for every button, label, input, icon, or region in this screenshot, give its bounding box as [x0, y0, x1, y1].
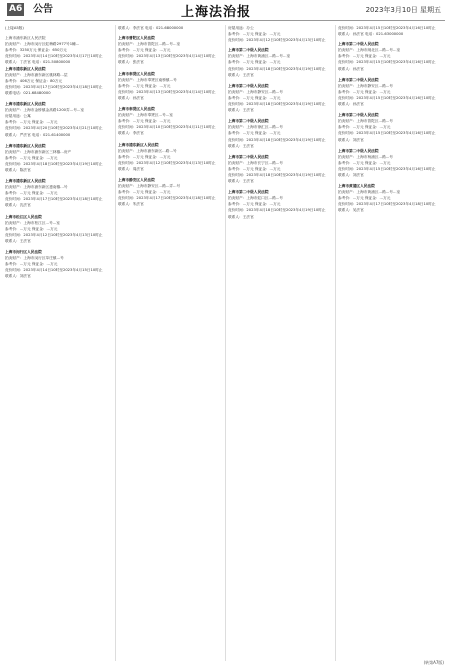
column-3: [228, 25, 328, 661]
notice-line: 联系人：王法官: [228, 72, 254, 77]
notice-line: 联系人：王法官: [228, 179, 254, 184]
notice-court-name: 上海市奉贤区人民法院: [118, 107, 155, 112]
notice-line: 联系人：吴法官: [338, 208, 364, 213]
court-notice: [118, 71, 218, 101]
column-lead-text: 上海市浦东新区人民法院 拍卖财产：上海市闵行区虹梅路2977号1幢... 参考价：3250万元 保证金：650万元 竞价时间：2023年4月14日10时至2023年4月17日10时止 联系人：丁法官 电话：021-50800000: [5, 36, 103, 65]
notice-line: 拍卖财产：上海市长宁区...路...号: [228, 160, 283, 165]
notice-line: 拍卖财产：上海市杨浦区...路...号: [338, 154, 393, 159]
notice-line: 参考价：...万元 保证金：...万元: [338, 125, 391, 130]
notice-line: 联系人：陈法官: [5, 167, 31, 172]
court-notice: [228, 154, 328, 184]
notice-court-name: 上海市第二中级人民法院: [228, 119, 269, 124]
notice-court-name: 上海市浦东新区人民法院: [5, 102, 46, 107]
page-number-badge: A6: [9, 4, 23, 14]
notice-line: 竞价时间：2023年4月15日10时至2023年4月16日10时止: [338, 131, 436, 136]
notice-line: 联系人：李法官: [118, 131, 144, 136]
notice-line: 竞价时间：2023年4月18日10时至2023年4月19日10时止: [228, 66, 326, 71]
notice-line: 联系人：张法官: [118, 60, 144, 65]
notice-line: 拍卖财产：上海市奉贤区南桥镇...号: [118, 77, 177, 82]
issue-date: 2023年3月10日 星期五: [365, 6, 441, 14]
continued-footer: (转第A7版): [423, 660, 444, 665]
notice-line: 拍卖财产：上海市普陀区...路...号: [338, 119, 393, 124]
court-notice: [228, 189, 328, 219]
notice-line: 参考价：...万元 保证金：...万元: [5, 120, 58, 125]
notice-line: 参考价：...万元 保证金：...万元: [118, 190, 171, 195]
notice-court-name: 上海市浦东新区人民法院: [5, 179, 46, 184]
notice-line: 竞价时间：2023年4月17日10时至2023年4月18日10时止: [5, 84, 103, 89]
notice-line: 参考价：...万元 保证金：...万元: [5, 191, 58, 196]
column-divider: [335, 25, 336, 661]
court-notice: [338, 183, 438, 213]
notice-line: 拍卖财产：上海市浦东新区惠南镇...号: [5, 185, 68, 190]
notice-line: 竞价时间：2023年4月15日10时至2023年4月16日10时止: [338, 60, 436, 65]
notice-line: 拍卖财产：上海市闸北区...路...号...室: [338, 48, 401, 53]
section-title: 公告: [33, 4, 53, 15]
notice-columns: [5, 25, 445, 661]
notice-court-name: 上海市静安区人民法院: [118, 177, 155, 182]
column-lead-text: 竞价时间：2023年4月15日10时至2023年4月16日10时止 联系人：孙法官 电话：021-63000000: [338, 26, 436, 37]
column-divider: [115, 25, 116, 661]
notice-line: 竞价时间：2023年4月12日10时至2023年4月13日10时止: [118, 160, 216, 165]
notice-line: 竞价时间：2023年4月18日10时至2023年4月19日10时止: [228, 172, 326, 177]
notice-line: 拍卖财产：上海市虹口区...路...号: [228, 196, 283, 201]
notice-line: 竞价时间：2023年4月15日10时至2023年4月16日10时止: [338, 166, 436, 171]
notice-line: 参考价：...万元 保证金：...万元: [5, 155, 58, 160]
notice-line: 联系人：孙法官: [338, 102, 364, 107]
court-notice: [118, 177, 218, 207]
continued-note: (上接A5版): [5, 26, 24, 30]
notice-line: 竞价时间：2023年4月20日10时至2023年4月21日10时止: [5, 126, 103, 131]
notice-court-name: 上海市奉贤区人民法院: [118, 71, 155, 76]
court-notice: [228, 47, 328, 77]
notice-line: 拍卖财产：上海市松江区...号...室: [5, 220, 60, 225]
notice-line: 拍卖财产：上海市浦东新区...路...号: [118, 148, 177, 153]
notice-line: 竞价时间：2023年4月13日10时至2023年4月14日10时止: [118, 54, 216, 59]
court-notice: [118, 35, 218, 65]
notice-court-name: 上海市闵行区人民法院: [5, 250, 42, 254]
notice-line: 拍卖财产：上海市金桥镇金高路1200弄...号...室: [5, 108, 85, 113]
notice-line: 参考价：...万元 保证金：...万元: [228, 95, 281, 100]
notice-line: 参考价：...万元 保证金：...万元: [338, 54, 391, 59]
notice-line: 参考价：...万元 保证金：...万元: [5, 226, 58, 231]
notice-court-name: 上海市第二中级人民法院: [338, 77, 379, 82]
notice-line: 竞价时间：2023年4月18日10时至2023年4月19日10时止: [228, 208, 326, 213]
notice-line: 联系人：刘法官: [5, 274, 31, 279]
notice-line: 竞价时间：2023年4月14日10时至2023年4月15日10时止: [5, 268, 103, 273]
column-lead-text: 联系人：李法官 电话：021-68000000: [118, 26, 184, 30]
notice-line: 参考价：...万元 保证金：...万元: [118, 119, 171, 124]
notice-court-name: 上海市浦东新区人民法院: [118, 142, 159, 147]
court-notice: [5, 101, 105, 138]
notice-line: 联系人：王法官: [228, 108, 254, 113]
column-lead-text: 房屋用途：办公 参考价：...万元 保证金：...万元 竞价时间：2023年4月12日10时至2023年4月13日10时止: [228, 26, 326, 43]
notice-line: 参考价：...万元 保证金：...万元: [118, 154, 171, 159]
notice-line: 参考价：...万元 保证金：...万元: [338, 89, 391, 94]
notice-line: 联系人：孙法官: [338, 66, 364, 71]
court-notice: [338, 77, 438, 107]
notice-line: 拍卖财产：上海市黄浦区...路...号...室: [228, 54, 291, 59]
notice-line: 竞价时间：2023年4月18日10时至2023年4月19日10时止: [228, 102, 326, 107]
notice-court-name: 上海市松江区人民法院: [5, 214, 42, 219]
notice-court-name: 上海市浦东新区人民法院: [5, 143, 46, 148]
notice-line: 参考价：...万元 保证金：...万元: [118, 48, 171, 53]
newspaper-logo: 上海法治报: [181, 5, 252, 20]
column-4: [338, 25, 438, 661]
notice-line: 参考价：...万元 保证金：...万元: [228, 60, 281, 65]
notice-line: 参考价：...万元 保证金：...万元: [118, 83, 171, 88]
notice-court-name: 上海市普陀区人民法院: [118, 36, 155, 41]
notice-court-name: 上海市黄浦区人民法院: [338, 184, 375, 189]
notice-line: 拍卖财产：上海市浦东新区三林镇...房产: [5, 149, 72, 154]
column-2: [118, 25, 218, 661]
column-1: [5, 25, 105, 661]
court-notice: [338, 112, 438, 142]
notice-court-name: 上海市第二中级人民法院: [338, 113, 379, 118]
notice-line: 联系电话：021-68480000: [5, 90, 51, 95]
notice-line: 拍卖财产：上海市静安区...路...号: [338, 83, 393, 88]
notice-line: 竞价时间：2023年4月10日10时至2023年4月11日10时止: [118, 125, 216, 130]
notice-line: 参考价：...万元 保证金：...万元: [338, 160, 391, 165]
court-notice: [5, 143, 105, 173]
court-notice: [228, 118, 328, 148]
notice-line: 联系人：刘法官: [338, 172, 364, 177]
notice-line: 联系人：孙法官: [118, 95, 144, 100]
notice-line: 联系人：刘法官: [338, 137, 364, 142]
masthead: [5, 0, 445, 21]
notice-line: 拍卖财产：上海市黄浦区...路...号...室: [338, 190, 401, 195]
notice-line: 拍卖财产：上海市徐汇区...路...号: [228, 125, 283, 130]
notice-line: 拍卖财产：上海市静安区...路...号: [228, 89, 283, 94]
court-notice: [338, 148, 438, 178]
notice-line: 参考价：...万元 保证金：...万元: [228, 166, 281, 171]
notice-line: 参考价：406万元 保证金：80万元: [5, 78, 63, 83]
court-notice: [118, 106, 218, 136]
notice-line: 参考价：...万元 保证金：...万元: [5, 262, 58, 267]
notice-line: 竞价时间：2023年4月12日10时至2023年4月13日10时止: [5, 232, 103, 237]
notice-line: 房屋用途：公寓: [5, 114, 31, 119]
court-notice: [228, 83, 328, 113]
court-notice: [5, 178, 105, 208]
court-notice: [5, 66, 105, 96]
notice-line: 竞价时间：2023年4月17日10时至2023年4月18日10时止: [118, 196, 216, 201]
notice-line: 联系人：沈法官: [5, 203, 31, 208]
notice-line: 参考价：...万元 保证金：...万元: [228, 131, 281, 136]
notice-court-name: 上海市第二中级人民法院: [338, 148, 379, 153]
notice-line: 拍卖财产：上海市普陀区...路...号...室: [118, 42, 181, 47]
notice-court-name: 上海市第二中级人民法院: [228, 190, 269, 195]
court-notice: [118, 142, 218, 172]
notice-line: 参考价：...万元 保证金：...万元: [338, 196, 391, 201]
notice-court-name: 上海市浦东新区人民法院: [5, 66, 46, 71]
notice-line: 拍卖财产：上海市浦东新区桃林路...层: [5, 72, 68, 77]
notice-line: 联系人：王法官: [228, 143, 254, 148]
court-notice: [5, 214, 105, 244]
notice-line: 联系人：王法官: [228, 214, 254, 219]
notice-court-name: 上海市第二中级人民法院: [338, 42, 379, 47]
notice-line: 联系人：朱法官: [118, 202, 144, 207]
notice-line: 参考价：...万元 保证金：...万元: [228, 202, 281, 207]
notice-line: 拍卖财产：上海市闵行区莘庄镇...号: [5, 256, 64, 261]
notice-line: 联系人：王法官: [5, 238, 31, 243]
notice-line: 联系人：严法官 电话：021-61400000: [5, 132, 71, 137]
notice-court-name: 上海市第二中级人民法院: [228, 48, 269, 53]
notice-court-name: 上海市第二中级人民法院: [228, 154, 269, 159]
notice-line: 联系人：周法官: [118, 166, 144, 171]
court-notice: [338, 41, 438, 71]
notice-line: 拍卖财产：上海市奉贤区...号...室: [118, 113, 173, 118]
notice-line: 竞价时间：2023年4月18日10时至2023年4月19日10时止: [228, 137, 326, 142]
notice-line: 竞价时间：2023年4月15日10时至2023年4月16日10时止: [338, 95, 436, 100]
notice-line: 竞价时间：2023年4月17日10时至2023年4月18日10时止: [338, 202, 436, 207]
notice-court-name: 上海市第二中级人民法院: [228, 83, 269, 88]
notice-line: 竞价时间：2023年4月18日10时至2023年4月19日10时止: [5, 161, 103, 166]
court-notice: [5, 249, 105, 279]
notice-line: 竞价时间：2023年4月17日10时至2023年4月18日10时止: [5, 197, 103, 202]
notice-line: 竞价时间：2023年4月13日10时至2023年4月14日10时止: [118, 89, 216, 94]
column-divider: [225, 25, 226, 661]
notice-line: 拍卖财产：上海市静安区...路...弄...号: [118, 184, 181, 189]
